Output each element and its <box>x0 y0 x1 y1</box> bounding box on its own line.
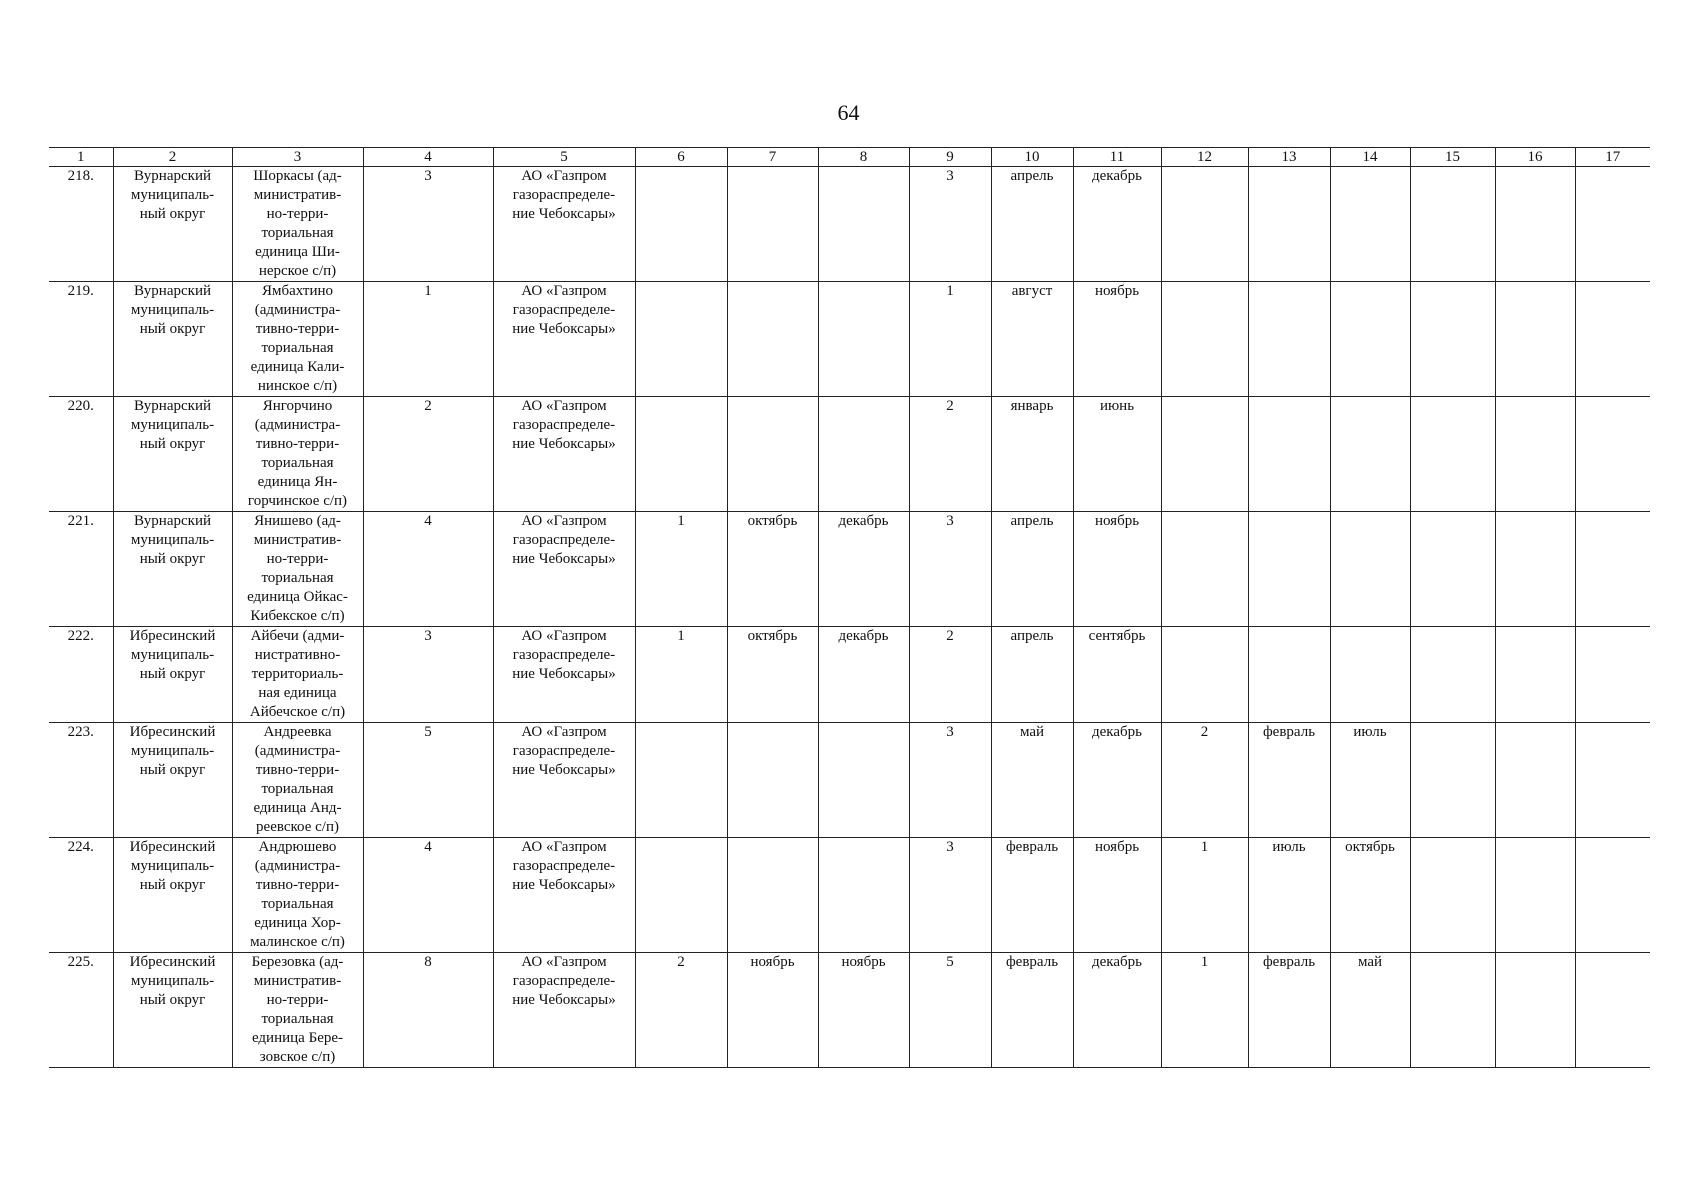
organization-cell-line: газораспределе- <box>512 858 616 874</box>
col11-cell: ноябрь <box>1073 838 1161 953</box>
district-cell-line: Вурнарский <box>134 513 211 529</box>
column-number-7: 7 <box>727 148 818 167</box>
col16-cell <box>1495 627 1575 723</box>
district-cell-line: ный округ <box>139 877 206 893</box>
settlement-cell-line: нерское с/п) <box>258 263 337 279</box>
district-cell-line: ный округ <box>139 666 206 682</box>
district-cell-line: Вурнарский <box>134 283 211 299</box>
settlement-cell-line: но-терри- <box>266 206 329 222</box>
settlement-cell-line: Кибекское с/п) <box>250 608 345 624</box>
table-row <box>49 627 1650 723</box>
district-cell-line: муниципаль- <box>130 187 215 203</box>
organization-cell-line: ние Чебоксары» <box>512 666 616 682</box>
col11-cell: ноябрь <box>1073 512 1161 627</box>
col14-cell <box>1330 627 1410 723</box>
table-row <box>49 167 1650 282</box>
settlement-cell-line: Березовка (ад- <box>251 954 344 970</box>
organization-cell-line: АО «Газпром <box>521 168 607 184</box>
col10-cell: апрель <box>991 627 1073 723</box>
settlement-cell <box>232 953 363 1068</box>
settlement-cell-line: Андрюшево <box>258 839 337 855</box>
col10-cell: январь <box>991 397 1073 512</box>
organization-cell <box>493 397 635 512</box>
settlement-cell-line: тивно-терри- <box>255 877 340 893</box>
col17-cell <box>1575 627 1650 723</box>
settlement-cell <box>232 167 363 282</box>
organization-cell-line: АО «Газпром <box>521 398 607 414</box>
row-number: 223. <box>49 723 113 838</box>
organization-cell-line: газораспределе- <box>512 647 616 663</box>
organization-cell-line: АО «Газпром <box>521 513 607 529</box>
col7-cell <box>727 838 818 953</box>
column-number-4: 4 <box>363 148 493 167</box>
col16-cell <box>1495 953 1575 1068</box>
col6-cell: 1 <box>635 627 727 723</box>
col15-cell <box>1410 512 1495 627</box>
column-number-2: 2 <box>113 148 232 167</box>
col8-cell <box>818 838 909 953</box>
column-number-3: 3 <box>232 148 363 167</box>
col12-cell: 2 <box>1161 723 1248 838</box>
organization-cell-line: АО «Газпром <box>521 283 607 299</box>
col16-cell <box>1495 723 1575 838</box>
col9-cell: 3 <box>909 838 991 953</box>
col7-cell: октябрь <box>727 627 818 723</box>
organization-cell <box>493 953 635 1068</box>
row-number: 224. <box>49 838 113 953</box>
district-cell-line: Ибресинский <box>129 628 216 644</box>
settlement-cell-line: тивно-терри- <box>255 321 340 337</box>
col6-cell <box>635 838 727 953</box>
district-cell-line: муниципаль- <box>130 973 215 989</box>
settlement-cell-line: (администра- <box>254 743 341 759</box>
district-cell-line: муниципаль- <box>130 302 215 318</box>
column-number-9: 9 <box>909 148 991 167</box>
settlement-cell-line: малинское с/п) <box>250 934 345 950</box>
col6-cell <box>635 723 727 838</box>
col6-cell <box>635 167 727 282</box>
settlement-cell-line: ториальная <box>261 340 334 356</box>
col10-cell: май <box>991 723 1073 838</box>
col13-cell <box>1248 512 1330 627</box>
settlement-cell-line: Янишево (ад- <box>254 513 341 529</box>
settlement-cell-line: единица Анд- <box>253 800 342 816</box>
district-cell-line: Ибресинский <box>129 954 216 970</box>
settlement-cell-line: ная единица <box>258 685 337 701</box>
col10-cell: февраль <box>991 838 1073 953</box>
col8-cell <box>818 397 909 512</box>
count-cell: 3 <box>363 627 493 723</box>
count-cell: 8 <box>363 953 493 1068</box>
district-cell-line: ный округ <box>139 436 206 452</box>
district-cell-line: муниципаль- <box>130 532 215 548</box>
col13-cell <box>1248 397 1330 512</box>
column-number-1: 1 <box>49 148 113 167</box>
count-cell: 3 <box>363 167 493 282</box>
settlement-cell-line: тивно-терри- <box>255 436 340 452</box>
col14-cell: май <box>1330 953 1410 1068</box>
table-row <box>49 397 1650 512</box>
count-cell: 2 <box>363 397 493 512</box>
col14-cell <box>1330 167 1410 282</box>
settlement-cell-line: министратив- <box>253 973 342 989</box>
col15-cell <box>1410 282 1495 397</box>
district-cell-line: ный округ <box>139 992 206 1008</box>
district-cell <box>113 167 232 282</box>
district-cell-line: ный округ <box>139 321 206 337</box>
settlement-cell-line: министратив- <box>253 187 342 203</box>
col7-cell <box>727 167 818 282</box>
settlement-cell-line: нистративно- <box>254 647 341 663</box>
settlement-cell-line: единица Ойкас- <box>247 589 348 605</box>
district-cell <box>113 723 232 838</box>
col13-cell: июль <box>1248 838 1330 953</box>
organization-cell-line: газораспределе- <box>512 187 616 203</box>
row-number: 222. <box>49 627 113 723</box>
page-number: 64 <box>837 100 860 125</box>
col14-cell <box>1330 282 1410 397</box>
col6-cell <box>635 397 727 512</box>
district-cell <box>113 838 232 953</box>
column-number-17: 17 <box>1575 148 1650 167</box>
organization-cell-line: ние Чебоксары» <box>512 877 616 893</box>
settlement-cell <box>232 282 363 397</box>
col11-cell: декабрь <box>1073 953 1161 1068</box>
col7-cell <box>727 397 818 512</box>
organization-cell-line: АО «Газпром <box>521 628 607 644</box>
col15-cell <box>1410 953 1495 1068</box>
column-number-8: 8 <box>818 148 909 167</box>
district-cell <box>113 282 232 397</box>
table-row <box>49 282 1650 397</box>
col15-cell <box>1410 167 1495 282</box>
settlement-cell-line: ториальная <box>261 225 334 241</box>
col9-cell: 1 <box>909 282 991 397</box>
table-row <box>49 953 1650 1068</box>
col17-cell <box>1575 953 1650 1068</box>
settlement-cell-line: зовское с/п) <box>259 1049 336 1065</box>
col15-cell <box>1410 723 1495 838</box>
col10-cell: апрель <box>991 512 1073 627</box>
organization-cell <box>493 512 635 627</box>
col8-cell <box>818 723 909 838</box>
settlement-cell-line: (администра- <box>254 858 341 874</box>
row-number: 225. <box>49 953 113 1068</box>
col9-cell: 2 <box>909 627 991 723</box>
col16-cell <box>1495 397 1575 512</box>
count-cell: 1 <box>363 282 493 397</box>
district-cell <box>113 512 232 627</box>
settlement-cell-line: Айбечи (адми- <box>250 628 345 644</box>
col7-cell: октябрь <box>727 512 818 627</box>
col15-cell <box>1410 627 1495 723</box>
settlement-cell <box>232 723 363 838</box>
settlement-cell-line: но-терри- <box>266 551 329 567</box>
col17-cell <box>1575 723 1650 838</box>
col9-cell: 2 <box>909 397 991 512</box>
district-cell-line: муниципаль- <box>130 743 215 759</box>
district-cell-line: ный округ <box>139 762 206 778</box>
column-number-13: 13 <box>1248 148 1330 167</box>
count-cell: 5 <box>363 723 493 838</box>
district-cell-line: Вурнарский <box>134 398 211 414</box>
settlement-cell-line: Айбечское с/п) <box>249 704 346 720</box>
organization-cell-line: газораспределе- <box>512 532 616 548</box>
col14-cell <box>1330 397 1410 512</box>
col15-cell <box>1410 838 1495 953</box>
col14-cell: октябрь <box>1330 838 1410 953</box>
col11-cell: июнь <box>1073 397 1161 512</box>
table-row <box>49 838 1650 953</box>
column-number-16: 16 <box>1495 148 1575 167</box>
district-cell-line: муниципаль- <box>130 647 215 663</box>
settlement-cell <box>232 512 363 627</box>
organization-cell <box>493 282 635 397</box>
settlement-cell-line: но-терри- <box>266 992 329 1008</box>
col9-cell: 3 <box>909 723 991 838</box>
district-cell-line: ный округ <box>139 551 206 567</box>
settlement-cell-line: единица Кали- <box>250 359 345 375</box>
organization-cell-line: АО «Газпром <box>521 954 607 970</box>
district-cell-line: муниципаль- <box>130 858 215 874</box>
column-number-11: 11 <box>1073 148 1161 167</box>
col12-cell: 1 <box>1161 838 1248 953</box>
col17-cell <box>1575 397 1650 512</box>
column-number-12: 12 <box>1161 148 1248 167</box>
organization-cell-line: ние Чебоксары» <box>512 206 616 222</box>
settlement-cell-line: горчинское с/п) <box>247 493 348 509</box>
organization-cell-line: газораспределе- <box>512 417 616 433</box>
settlement-cell-line: ториальная <box>261 1011 334 1027</box>
col16-cell <box>1495 282 1575 397</box>
col9-cell: 3 <box>909 512 991 627</box>
organization-cell-line: ние Чебоксары» <box>512 551 616 567</box>
col13-cell <box>1248 627 1330 723</box>
settlement-cell-line: ториальная <box>261 455 334 471</box>
col14-cell: июль <box>1330 723 1410 838</box>
table-row <box>49 512 1650 627</box>
col11-cell: декабрь <box>1073 723 1161 838</box>
organization-cell <box>493 627 635 723</box>
col8-cell: декабрь <box>818 512 909 627</box>
col8-cell: ноябрь <box>818 953 909 1068</box>
row-number: 220. <box>49 397 113 512</box>
settlement-cell-line: (администра- <box>254 417 341 433</box>
table-row <box>49 723 1650 838</box>
col9-cell: 3 <box>909 167 991 282</box>
count-cell: 4 <box>363 512 493 627</box>
col13-cell: февраль <box>1248 723 1330 838</box>
col13-cell <box>1248 282 1330 397</box>
settlement-cell-line: Шоркасы (ад- <box>253 168 342 184</box>
district-cell-line: ный округ <box>139 206 206 222</box>
col14-cell <box>1330 512 1410 627</box>
settlement-cell-line: Янгорчино <box>262 398 333 414</box>
district-cell-line: муниципаль- <box>130 417 215 433</box>
col11-cell: декабрь <box>1073 167 1161 282</box>
settlement-cell <box>232 397 363 512</box>
col12-cell <box>1161 167 1248 282</box>
organization-cell-line: газораспределе- <box>512 302 616 318</box>
district-cell <box>113 397 232 512</box>
col12-cell <box>1161 627 1248 723</box>
organization-cell-line: газораспределе- <box>512 973 616 989</box>
col15-cell <box>1410 397 1495 512</box>
settlement-cell-line: ториальная <box>261 570 334 586</box>
column-number-row <box>49 148 1650 167</box>
col8-cell <box>818 282 909 397</box>
settlement-cell-line: министратив- <box>253 532 342 548</box>
col13-cell: февраль <box>1248 953 1330 1068</box>
organization-cell <box>493 838 635 953</box>
settlement-cell-line: единица Хор- <box>254 915 341 931</box>
col17-cell <box>1575 512 1650 627</box>
col17-cell <box>1575 282 1650 397</box>
column-number-14: 14 <box>1330 148 1410 167</box>
column-number-6: 6 <box>635 148 727 167</box>
organization-cell-line: ние Чебоксары» <box>512 762 616 778</box>
settlement-cell <box>232 838 363 953</box>
col7-cell <box>727 282 818 397</box>
column-number-5: 5 <box>493 148 635 167</box>
settlement-cell-line: единица Ян- <box>257 474 338 490</box>
settlement-cell-line: единица Бере- <box>251 1030 344 1046</box>
district-cell <box>113 953 232 1068</box>
district-cell-line: Ибресинский <box>129 724 216 740</box>
organization-cell-line: ние Чебоксары» <box>512 992 616 1008</box>
row-number: 221. <box>49 512 113 627</box>
district-cell-line: Ибресинский <box>129 839 216 855</box>
col17-cell <box>1575 167 1650 282</box>
col6-cell <box>635 282 727 397</box>
organization-cell-line: ние Чебоксары» <box>512 436 616 452</box>
table-body <box>49 167 1650 1068</box>
settlement-cell-line: единица Ши- <box>255 244 340 260</box>
col10-cell: февраль <box>991 953 1073 1068</box>
organization-cell-line: АО «Газпром <box>521 839 607 855</box>
col10-cell: апрель <box>991 167 1073 282</box>
col9-cell: 5 <box>909 953 991 1068</box>
district-cell <box>113 627 232 723</box>
settlement-cell-line: территориаль- <box>251 666 344 682</box>
organization-cell <box>493 723 635 838</box>
district-cell-line: Вурнарский <box>134 168 211 184</box>
settlement-cell-line: нинское с/п) <box>257 378 338 394</box>
col16-cell <box>1495 167 1575 282</box>
col16-cell <box>1495 512 1575 627</box>
settlement-cell-line: Андреевка <box>263 724 332 740</box>
col12-cell <box>1161 282 1248 397</box>
organization-cell-line: ние Чебоксары» <box>512 321 616 337</box>
settlement-cell-line: (администра- <box>254 302 341 318</box>
organization-cell-line: АО «Газпром <box>521 724 607 740</box>
row-number: 218. <box>49 167 113 282</box>
settlement-cell <box>232 627 363 723</box>
col6-cell: 2 <box>635 953 727 1068</box>
settlement-cell-line: ториальная <box>261 896 334 912</box>
organization-cell-line: газораспределе- <box>512 743 616 759</box>
settlement-cell-line: ториальная <box>261 781 334 797</box>
col10-cell: август <box>991 282 1073 397</box>
col12-cell <box>1161 397 1248 512</box>
col7-cell: ноябрь <box>727 953 818 1068</box>
col11-cell: ноябрь <box>1073 282 1161 397</box>
col12-cell: 1 <box>1161 953 1248 1068</box>
column-number-15: 15 <box>1410 148 1495 167</box>
settlement-cell-line: реевское с/п) <box>256 819 339 835</box>
col12-cell <box>1161 512 1248 627</box>
settlement-cell-line: Ямбахтино <box>261 283 334 299</box>
row-number: 219. <box>49 282 113 397</box>
settlement-cell-line: тивно-терри- <box>255 762 340 778</box>
col11-cell: сентябрь <box>1073 627 1161 723</box>
organization-cell <box>493 167 635 282</box>
col7-cell <box>727 723 818 838</box>
col13-cell <box>1248 167 1330 282</box>
col8-cell: декабрь <box>818 627 909 723</box>
col8-cell <box>818 167 909 282</box>
count-cell: 4 <box>363 838 493 953</box>
col6-cell: 1 <box>635 512 727 627</box>
col16-cell <box>1495 838 1575 953</box>
col17-cell <box>1575 838 1650 953</box>
column-number-10: 10 <box>991 148 1073 167</box>
schedule-table <box>49 147 1650 1068</box>
